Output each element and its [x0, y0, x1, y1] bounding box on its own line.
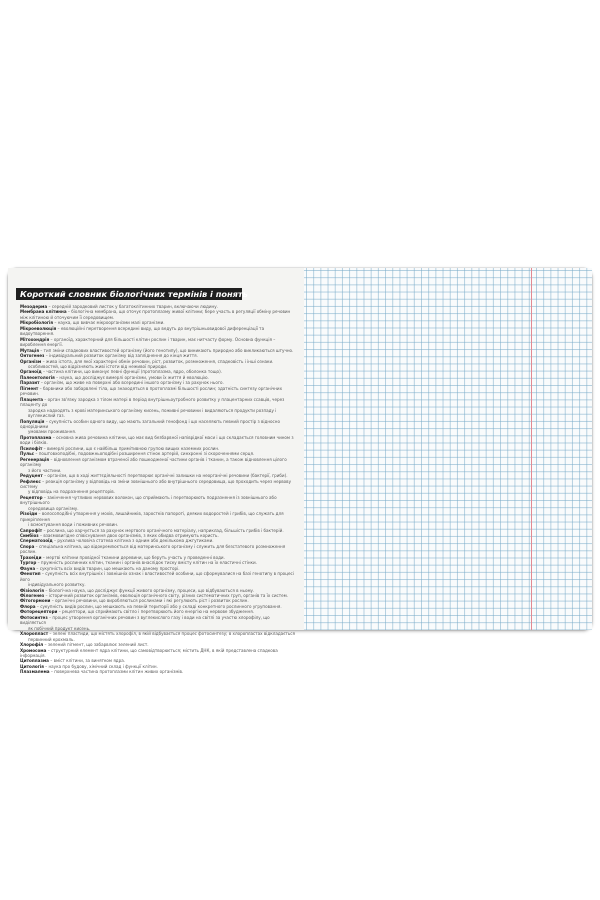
- term-definition: – сукупність всіх видів тварин, що мешкають на даному просторі.: [35, 565, 180, 571]
- term-definition: – історичний розвиток організмів, еволюція органічного світу, різних систематичних груп, органів та їх систем.: [44, 593, 289, 599]
- glossary-term: [20, 511, 296, 522]
- margin-line: [531, 268, 532, 630]
- term-word: Органоїд: [20, 369, 42, 375]
- glossary-term: [20, 495, 296, 506]
- term-word: Мікроеволюція: [20, 325, 57, 331]
- term-definition: – організм, що в ході життєдіяльності перетворює органічні залишки на неорганічні речовини (бактерії, гриби).: [42, 473, 288, 479]
- term-word: Фотосинтез: [20, 614, 48, 620]
- term-word: Спора: [20, 543, 35, 549]
- term-word: Редуцент: [20, 473, 43, 479]
- term-definition: і всмоктування води і поживних речовин.: [28, 522, 119, 528]
- term-definition: первинний крохмаль.: [28, 636, 75, 642]
- term-word: Рефлекс: [20, 478, 41, 484]
- term-definition: – організм, що живе на поверхні або всередині іншого організму і за рахунок нього.: [39, 380, 224, 386]
- glossary-term: [20, 669, 296, 674]
- term-definition: – процес утворення органічних речовин з вуглекислого газу і води на світлі за участю хлорофілу, що виділяється: [20, 614, 270, 626]
- term-definition: – барвники або забарвлені тіла, що знаходяться в протоплазмі більшості рослин; здатність синтезу органічних речовин.: [20, 385, 282, 397]
- term-definition: – сукупність всіх внутрішніх і зовнішніх ознак і властивостей особини, що сформувалися на базі генотипу в процесі його: [20, 571, 294, 582]
- term-definition: – тип зміни спадкових властивостей організму (його генотипу), що виникають природно або викликаються штучно.: [38, 347, 294, 353]
- right-page-grid: [304, 268, 592, 630]
- term-definition: – наука про будову, хімічний склад і функції клітин.: [43, 663, 158, 669]
- term-definition: – орган зв'язку зародка з тілом матері в період внутрішньоутробного розвитку у плацентарних ссавців, через плаценту до: [20, 396, 285, 408]
- term-definition: – біологічна наука, що досліджує функції живого організму, процеси, що відбуваються в ньому.: [44, 587, 255, 593]
- term-word: Протоплазма: [20, 434, 52, 440]
- glossary-term: [20, 457, 296, 468]
- glossary-term: [20, 479, 296, 490]
- term-definition: – наука, що досліджує вимерлі організми, умови їх життя й еволюцію.: [54, 374, 209, 380]
- term-word: Хлоропласт: [20, 631, 49, 637]
- term-definition: – основна жива речовина клітини, що має вид безбарвної напіврідкої маси і що складається головним чином з води і білків.: [20, 434, 294, 446]
- term-definition: – еволюційні перетворення всередині виду, що ведуть до внутрішньовидової диференціації та видоутворення.: [20, 325, 265, 337]
- term-word: Фоторецептори: [20, 609, 58, 615]
- term-word: Регенерація: [20, 456, 50, 462]
- term-word: Флора: [20, 603, 36, 609]
- term-definition: у відповідь на подразнення рецепторів.: [28, 489, 115, 495]
- term-word: Популяція: [20, 418, 45, 424]
- term-word: Трахеїди: [20, 554, 42, 560]
- term-definition: умовами проживання.: [28, 429, 77, 435]
- term-word: Мутація: [20, 347, 39, 353]
- term-word: Фауна: [20, 565, 36, 571]
- term-word: Онтогенез: [20, 353, 45, 359]
- term-definition: – спеціальна клітина, що відокремлюється від материнського організму і служить для безстатевого розмноження рослин.: [20, 543, 286, 555]
- term-definition: зародка надходять з крові материнського організму кисень, поживні речовини і видаляються продукти розпаду і вуглекислий газ.: [28, 407, 277, 419]
- term-definition: – пружність рослинних клітин, тканин і органів внаслідок тиску вмісту клітин на їх еластичні стінки.: [36, 560, 257, 566]
- term-word: Псилофіт: [20, 445, 43, 451]
- term-word: Фенотип: [20, 571, 41, 577]
- glossary-term: [20, 571, 296, 582]
- term-definition: – жива істота, для якої характерні обмін речовин, ріст, розвиток, розмноження, спадковість і інші ознаки.: [41, 358, 274, 364]
- glossary-term: [20, 419, 296, 430]
- left-page: [8, 268, 305, 675]
- term-word: Тургор: [20, 560, 37, 566]
- term-word: Мезодерма: [20, 304, 48, 309]
- term-definition: – біологічна мембрана, що оточує протоплазму живої клітини; бере участь в регуляції обміну речовин між клітиною й оточуючим її середовищем.: [20, 309, 291, 320]
- term-definition: середовища організму.: [28, 505, 79, 511]
- term-word: Сперматозоїд: [20, 538, 53, 544]
- glossary-term: [20, 615, 296, 626]
- term-word: Мембрана клітинна: [20, 309, 67, 315]
- glossary-term: [20, 326, 296, 337]
- term-definition: – індивідуальний розвиток організму від запліднення до кінця життя.: [44, 353, 198, 359]
- term-definition: як побічний продукт кисень.: [28, 625, 91, 631]
- glossary-term: [20, 435, 296, 446]
- term-word: Паразит: [20, 380, 40, 386]
- term-definition: – вміст клітини, за винятком ядра.: [48, 658, 126, 664]
- term-definition: – реакція організму у відповідь на зміни зовнішнього або внутрішнього середовища, що проходить через нервову систему: [20, 478, 292, 489]
- term-definition: – структурний елемент ядра клітини, що самовідтворюється; містить ДНК, в якій представлена спадкова інформація.: [20, 647, 278, 658]
- term-definition: – мертві клітини провідної тканини деревини, що беруть участь у проведенні води.: [41, 554, 225, 560]
- term-word: Фітогормони: [20, 598, 51, 604]
- term-definition: – сукупність видів рослин, що мешкають на певній території або у складі конкретного рослинного угруповання.: [35, 603, 282, 609]
- open-notebook: [8, 268, 592, 675]
- term-word: Мікробіологія: [20, 320, 54, 326]
- glossary-term: [20, 309, 296, 320]
- term-word: Організм: [20, 358, 42, 364]
- term-definition: – середній зародковий листок у багатоклітинних тварин, включаючи людину.: [47, 304, 218, 309]
- term-definition: – поштовхоподібні, подовжньоподібні розширення стінок артерій, синхронні зі скороченнями серця.: [34, 451, 255, 457]
- term-word: Пігмент: [20, 385, 39, 391]
- term-word: Фізіологія: [20, 587, 45, 593]
- term-definition: – волосоподібні утворення у мохів, лишайників, заростків папороті, деяких водоростей і грибів, що служать для прикріплення: [20, 511, 284, 522]
- glossary-term: [20, 648, 296, 659]
- term-definition: – органічні речовини, що виробляються рослинами і які регулюють ріст і розвиток рослин.: [50, 598, 249, 604]
- term-word: Симбіоз: [20, 533, 39, 539]
- glossary-term: [20, 386, 296, 397]
- term-definition: – закінчення чутливих нервових волокон, що сприймають і перетворюють подразнення із зовнішнього або внутрішнього: [20, 494, 277, 506]
- term-word: Плацента: [20, 396, 43, 402]
- term-definition: – зелений пігмент, що забарвлює зелений лист.: [43, 642, 149, 648]
- term-word: Хромосома: [20, 647, 47, 653]
- term-definition: – взаємовигідне співіснування двох організмів, з яких обидва отримують користь.: [38, 533, 219, 539]
- term-definition: – зелені пластиди, що містять хлорофіл, в якій відбувається процес фотосинтезу; в хлоропластах відкладається: [48, 631, 295, 637]
- glossary-term: [20, 397, 296, 408]
- term-word: Хлорофіл: [20, 642, 44, 648]
- term-definition: – вимерлі рослини, що є найбільш примітивною групою вищих наземних рослин.: [42, 445, 220, 451]
- glossary-term: [20, 544, 296, 555]
- glossary-term-list: [20, 304, 296, 675]
- term-word: Філогенез: [20, 593, 45, 599]
- term-definition: – частина клітини, що виконує певні функції (протоплазма, ядро, оболонка тощо).: [41, 369, 222, 375]
- term-definition: з його частини.: [28, 467, 62, 473]
- glossary-term: [20, 337, 296, 348]
- term-definition: – рухлива чоловіча статева клітина з одним або декількома джгутиками.: [52, 538, 214, 544]
- glossary-term: [20, 408, 296, 419]
- term-definition: особливостей, що відрізняють живі істоти від неживої природи.: [28, 363, 168, 369]
- term-definition: – відновлення організмом втраченої або пошкодженої частини органів і тканин, а також відновлення цілого організму: [20, 456, 287, 468]
- term-definition: – сукупність особин одного виду, що мають загальний генофонд і що населяють певний простір з відносно однорідними: [20, 418, 280, 429]
- term-word: Рецептор: [20, 494, 43, 500]
- term-word: Мітохондрія: [20, 336, 50, 342]
- term-word: Палеонтологія: [20, 374, 55, 380]
- term-word: Цитологія: [20, 663, 44, 669]
- term-definition: – органоїд, характерний для більшості клітин рослин і тварин, має нитчасту форму. Основна функція – вироблення енергії.: [20, 336, 276, 348]
- term-word: Різоїди: [20, 511, 38, 517]
- glossary-title: Короткий словник біологічних термінів і понять: [16, 288, 242, 300]
- term-definition: – рослина, що харчується за рахунок мертвого органічного матеріалу, наприклад, більшість грибів і бактерій.: [42, 527, 284, 533]
- term-definition: – поверхнева частина протоплазми клітин живих організмів.: [49, 669, 184, 675]
- term-definition: – рецептори, що сприймають світло і перетворюють його енергію на нервове збудження.: [57, 609, 254, 615]
- term-word: Пульс: [20, 451, 35, 457]
- term-definition: – наука, що вивчає мікроорганізми малі організми.: [53, 320, 165, 326]
- term-word: Цитоплазма: [20, 658, 49, 664]
- term-definition: індивідуального розвитку.: [28, 582, 86, 588]
- term-word: Плазмалема: [20, 669, 50, 675]
- term-word: Сапрофіт: [20, 527, 43, 533]
